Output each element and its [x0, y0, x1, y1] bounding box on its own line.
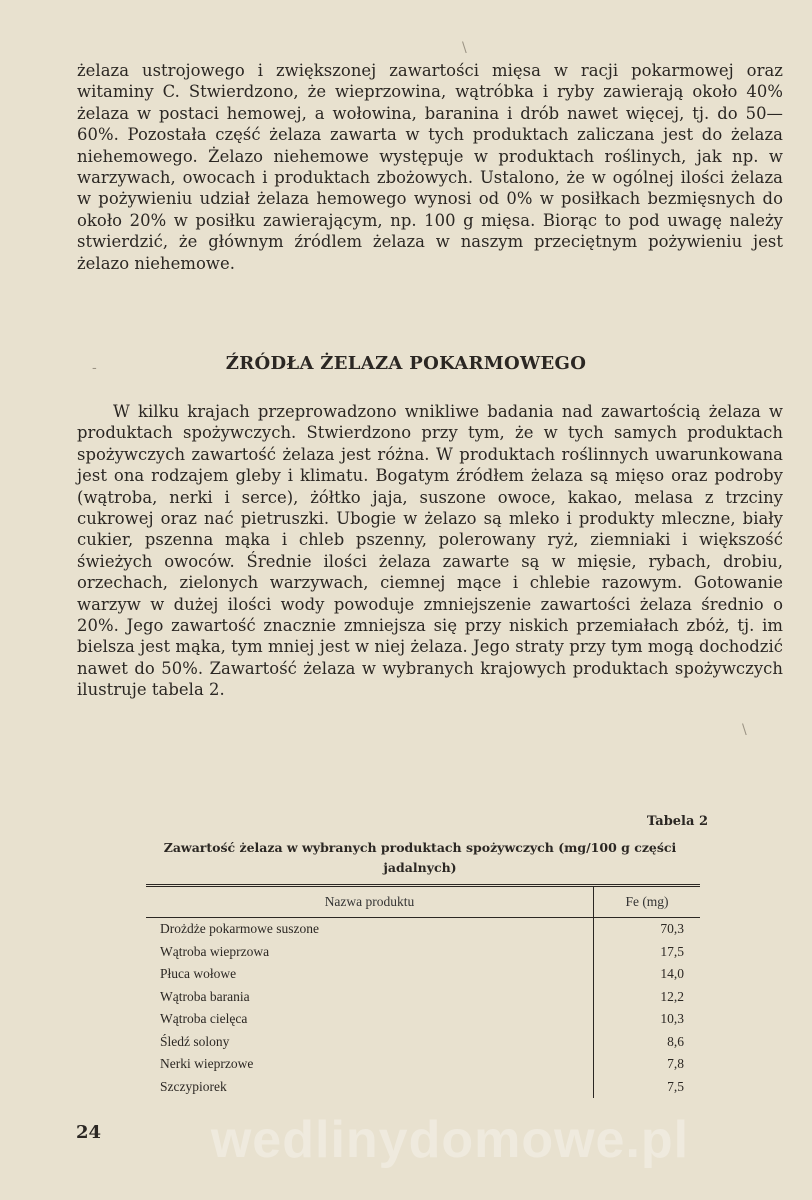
iron-value: 70,3 — [594, 918, 701, 941]
table-row — [146, 963, 700, 986]
table-row — [146, 918, 700, 941]
paragraph-sources: W kilku krajach przeprowadzono wnikliwe badania nad zawartością żelaza w produktach spożywczych. Stwierdzono przy tym, że w tych samych produktach spożywczych zawartość żelaza jest różna. W produktach roślinnych uwarunkowana jest ona rodzajem gleby i klimatu. Bogatym źródłem żelaza są mięso oraz podroby (wątroba, nerki i serce), żółtko jaja, suszone owoce, kakao, melasa z trzciny cukrowej oraz nać pietruszki. Ubogie w żelazo są mleko i produkty mleczne, biały cukier, pszenna mąka i chleb pszenny, polerowany ryż, ziemniaki i większość świeżych owoców. Średnie ilości żelaza zawarte są w mięsie, rybach, drobiu, orzechach, zielonych warzywach, ciemnej mące i chlebie razowym. Gotowanie warzyw w dużej ilości wody powoduje zmniejszenie zawartości żelaza średnio o 20%. Jego zawartość znacznie zmniejsza się przy niskich przemiałach zbóż, tj. im bielsza jest mąka, tym mniej jest w niej żelaza. Jego straty przy tym mogą dochodzić nawet do 50%. Zawartość żelaza w wybranych krajowych produktach spożywczych ilustruje tabela 2. — [77, 402, 783, 700]
iron-value: 17,5 — [594, 941, 701, 964]
page-number: 24 — [76, 1122, 102, 1143]
table-row — [146, 1053, 700, 1076]
table-caption: Zawartość żelaza w wybranych produktach spożywczych (mg/100 g części jadalnych) — [163, 840, 677, 875]
product-name: Drożdże pokarmowe suszone — [160, 921, 319, 937]
scan-speck: \ — [462, 40, 467, 56]
product-name: Płuca wołowe — [160, 966, 237, 982]
scan-speck: \ — [742, 722, 747, 738]
table-row — [146, 986, 700, 1009]
product-name: Śledź solony — [160, 1033, 230, 1049]
watermark: wedlinydomowe.pl — [210, 1111, 690, 1169]
product-name: Wątroba wieprzowa — [160, 943, 270, 959]
iron-value: 12,2 — [594, 986, 701, 1009]
iron-value: 14,0 — [594, 963, 701, 986]
iron-value: 8,6 — [594, 1031, 701, 1054]
scan-speck: - — [92, 360, 97, 376]
column-header-fe: Fe (mg) — [594, 886, 701, 918]
product-name: Nerki wieprzowe — [160, 1056, 254, 1072]
iron-value: 10,3 — [594, 1008, 701, 1031]
table-row — [146, 1076, 700, 1099]
iron-value: 7,8 — [594, 1053, 701, 1076]
paragraph-intro: żelaza ustrojowego i zwiększonej zawartości mięsa w racji pokarmowej oraz witaminy C. Stwierdzono, że wieprzowina, wątróbka i ryby zawierają około 40% żelaza w postaci hemowej, a wołowina, baranina i drób nawet więcej, tj. do 50—60%. Pozostała część żelaza zawarta w tych produktach zaliczana jest do żelaza niehemowego. Żelazo niehemowe występuje w produktach roślinych, jak np. w warzywach, owocach i produktach zbożowych. Ustalono, że w ogólnej ilości żelaza w pożywieniu udział żelaza hemowego wynosi od 0% w posiłkach bezmięsnych do około 20% w posiłku zawierającym, np. 100 g mięsa. Biorąc to pod uwagę należy stwierdzić, że głównym źródlem żelaza w naszym przeciętnym pożywieniu jest żelazo niehemowe. — [77, 61, 783, 273]
table-row — [146, 941, 700, 964]
iron-value: 7,5 — [594, 1076, 701, 1099]
table-row — [146, 1031, 700, 1054]
product-name: Szczypiorek — [160, 1078, 227, 1094]
iron-content-table — [146, 884, 700, 1098]
product-name: Wątroba barania — [160, 988, 250, 1004]
section-heading: ŹRÓDŁA ŻELAZA POKARMOWEGO — [225, 353, 587, 374]
product-name: Wątroba cielęca — [160, 1011, 248, 1027]
table-header-row — [146, 886, 700, 918]
table-row — [146, 1008, 700, 1031]
table-number: Tabela 2 — [646, 814, 708, 829]
column-header-product: Nazwa produktu — [146, 886, 594, 918]
